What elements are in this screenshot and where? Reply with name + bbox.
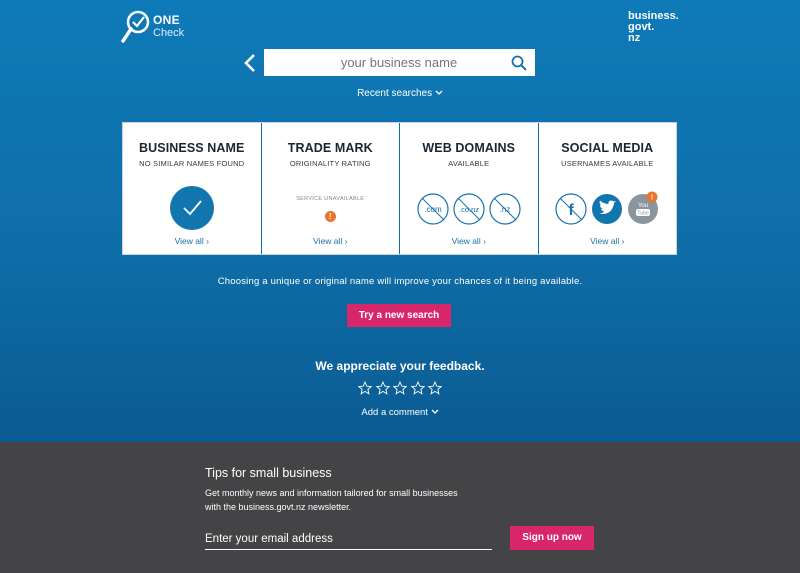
partner-logo-line1: business. xyxy=(628,10,679,22)
domain-com-icon xyxy=(418,194,448,224)
view-all-label: View all xyxy=(174,236,204,246)
social-badges xyxy=(554,189,660,227)
card-web-domains xyxy=(400,123,539,254)
newsletter-footer xyxy=(0,442,800,573)
add-comment-label: Add a comment xyxy=(361,407,428,418)
card-title: BUSINESS NAME xyxy=(139,141,245,155)
card-subtitle: AVAILABLE xyxy=(448,159,490,168)
card-visual xyxy=(262,196,400,224)
sign-up-button[interactable]: Sign up now xyxy=(510,526,594,550)
domain-conz-label: .co.nz xyxy=(458,205,479,214)
domain-nz-icon xyxy=(490,194,520,224)
twitter-icon xyxy=(592,194,622,224)
star-3-icon[interactable] xyxy=(393,381,407,395)
view-all-label: View all xyxy=(313,236,343,246)
card-subtitle: ORIGINALITY RATING xyxy=(289,159,371,168)
chevron-down-icon xyxy=(431,409,439,415)
star-2-icon[interactable] xyxy=(376,381,390,395)
star-5-icon[interactable] xyxy=(428,381,442,395)
star-1-icon[interactable] xyxy=(358,381,372,395)
view-all-label: View all xyxy=(590,236,620,246)
check-circle-icon xyxy=(169,185,215,231)
card-title: TRADE MARK xyxy=(287,141,373,155)
search-box xyxy=(264,49,535,76)
search-input[interactable] xyxy=(264,49,504,76)
domain-badges xyxy=(417,192,521,226)
recent-searches-label: Recent searches xyxy=(357,88,433,99)
partner-logo-line2: govt. xyxy=(628,21,655,33)
newsletter-description: Get monthly news and information tailored for small businesses with the business.govt.nz newsletter. xyxy=(205,488,458,512)
availability-message: Choosing a unique or original name will improve your chances of it being available. xyxy=(217,276,583,287)
card-subtitle: NO SIMILAR NAMES FOUND xyxy=(139,159,245,168)
back-chevron-icon[interactable] xyxy=(241,52,261,74)
view-all-link[interactable]: View all › xyxy=(174,236,209,246)
card-title: WEB DOMAINS xyxy=(422,141,516,155)
view-all-link[interactable]: View all › xyxy=(451,236,486,246)
card-subtitle: USERNAMES AVAILABLE xyxy=(561,159,654,168)
service-status-text: SERVICE UNAVAILABLE xyxy=(296,196,365,202)
partner-logo-line3: nz xyxy=(628,32,641,44)
card-social-media xyxy=(539,123,677,254)
chevron-down-icon xyxy=(435,90,443,96)
facebook-icon xyxy=(556,194,586,224)
magnifier-check-icon xyxy=(121,10,151,44)
social-icons xyxy=(539,189,677,232)
domain-conz-icon xyxy=(454,194,484,224)
view-all-label: View all xyxy=(451,236,481,246)
svg-text:f: f xyxy=(568,202,574,219)
logo-text-one: ONE xyxy=(153,13,180,27)
recent-searches-toggle[interactable] xyxy=(0,88,800,99)
card-visual xyxy=(123,185,261,236)
card-title: SOCIAL MEDIA xyxy=(561,141,654,155)
card-business-name xyxy=(123,123,262,254)
business-govt-nz-logo[interactable] xyxy=(628,11,688,44)
add-comment-toggle[interactable] xyxy=(0,407,800,418)
card-trade-mark xyxy=(262,123,401,254)
domain-icons xyxy=(400,192,538,231)
svg-text:You: You xyxy=(638,203,649,209)
newsletter-title: Tips for small business xyxy=(205,466,332,480)
star-4-icon[interactable] xyxy=(411,381,425,395)
logo-text-check: Check xyxy=(153,27,185,39)
try-new-search-button[interactable]: Try a new search xyxy=(347,304,451,327)
domain-com-label: .com xyxy=(424,205,442,214)
feedback-title: We appreciate your feedback. xyxy=(315,359,485,373)
youtube-icon xyxy=(628,192,658,225)
svg-text:Tube: Tube xyxy=(637,210,649,217)
email-field[interactable] xyxy=(205,528,492,550)
view-all-link[interactable]: View all › xyxy=(590,236,625,246)
domain-nz-label: .nz xyxy=(499,205,511,214)
svg-text:!: ! xyxy=(651,194,654,202)
view-all-link[interactable]: View all › xyxy=(313,236,348,246)
warning-icon: ! xyxy=(325,211,336,222)
search-icon[interactable] xyxy=(511,55,527,71)
results-cards xyxy=(122,122,677,255)
star-rating xyxy=(358,381,442,397)
onecheck-logo[interactable] xyxy=(121,10,201,44)
